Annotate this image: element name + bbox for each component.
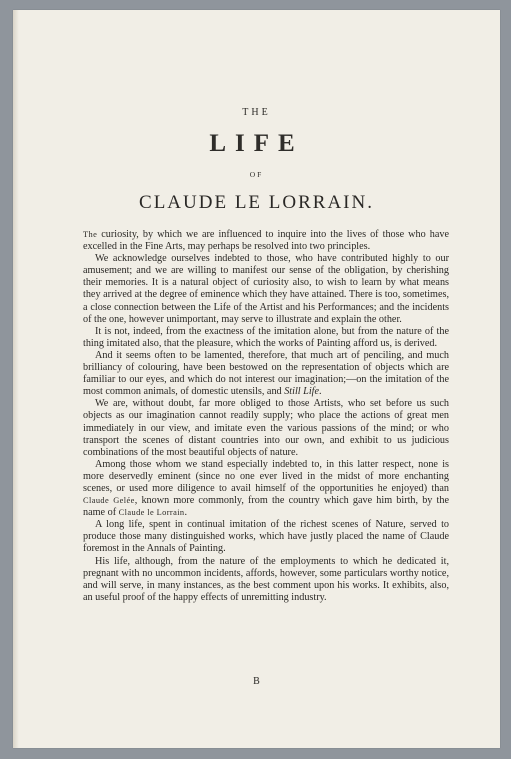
small-caps-name: Claude Gelée bbox=[83, 496, 135, 506]
paragraph-3 bbox=[83, 326, 449, 350]
heading-title: CLAUDE LE LORRAIN. bbox=[139, 192, 374, 213]
paragraph-text: Among those whom we stand especially indebted to, in this latter respect, none is more deservedly eminent (since no one ever lived in the midst of more enchanting scenes, or used more diligence to avail himself of the opportunities he enjoyed) than bbox=[83, 458, 449, 494]
heading-the: THE bbox=[242, 107, 271, 118]
lead-word: The bbox=[83, 230, 98, 239]
body-text bbox=[83, 229, 449, 604]
paragraph-6 bbox=[83, 459, 449, 519]
paragraph-text: And it seems often to be lamented, therefore, that much art of penciling, and much brilliancy of colouring, have been bestowed on the representation of objects which are familiar to our eyes, and which do not interest our imagination;—on the imitation of the most common animals, of domestic utensils, and bbox=[83, 349, 449, 398]
paragraph-8 bbox=[83, 556, 449, 604]
paragraph-text: A long life, spent in continual imitation of the richest scenes of Nature, served to produce those many distinguished works, which have justly placed the name of Claude foremost in the Annals of Painting. bbox=[83, 519, 449, 555]
heading-life: LIFE bbox=[209, 130, 304, 157]
signature-mark: B bbox=[253, 676, 260, 687]
paragraph-text: His life, although, from the nature of the employments to which he dedicated it, pregnant with no uncommon incidents, affords, however, some particulars worthy notice, and will serve, in many instances, as the best comment upon his works. It exhibits, also, an useful proof of the happy effects of unremitting industry. bbox=[83, 555, 449, 603]
paragraph-7 bbox=[83, 519, 449, 555]
document-page bbox=[13, 10, 500, 748]
italic-phrase: Still Life bbox=[284, 386, 319, 398]
paragraph-5 bbox=[83, 398, 449, 458]
paragraph-text: We acknowledge ourselves indebted to those, who have contributed highly to our amusement; and we are willing to manifest our sense of the obligation, by cherishing their memories. It is a natural object of curiosity also, to wish to learn by what means they arrived at the degree of eminence which they have attained. There is too, sometimes, a close connection between the Life of the Artist and his Performances; and the incidents of the one, however unimportant, may serve to illustrate and explain the other. bbox=[83, 253, 449, 325]
paragraph-2 bbox=[83, 253, 449, 326]
paragraph-text: It is not, indeed, from the exactness of the imitation alone, but from the nature of the thing imitated also, that the pleasure, which the works of Painting afford us, is derived. bbox=[83, 325, 449, 349]
paragraph-text: We are, without doubt, far more obliged to those Artists, who set before us such objects as our imagination cannot readily supply; who place the actions of great men immediately in our view, and imitate even the various passions of the mind; or who transport the scenes of distant countries into our own, and exhibit to us judicious combinations of the most beautiful objects of nature. bbox=[83, 398, 449, 458]
paragraph-tail: . bbox=[184, 507, 188, 519]
small-caps-name: Claude le Lorrain bbox=[118, 508, 185, 518]
heading-of: OF bbox=[249, 170, 264, 179]
paragraph-mid: , known more commonly, from the country which gave him birth, by the name of bbox=[83, 495, 449, 519]
paragraph-1 bbox=[83, 229, 449, 253]
paragraph-4 bbox=[83, 350, 449, 398]
paragraph-text: curiosity, by which we are influenced to inquire into the lives of those who have excelled in the Fine Arts, may perhaps be resolved into two principles. bbox=[83, 229, 449, 253]
paragraph-tail: . bbox=[319, 386, 322, 398]
